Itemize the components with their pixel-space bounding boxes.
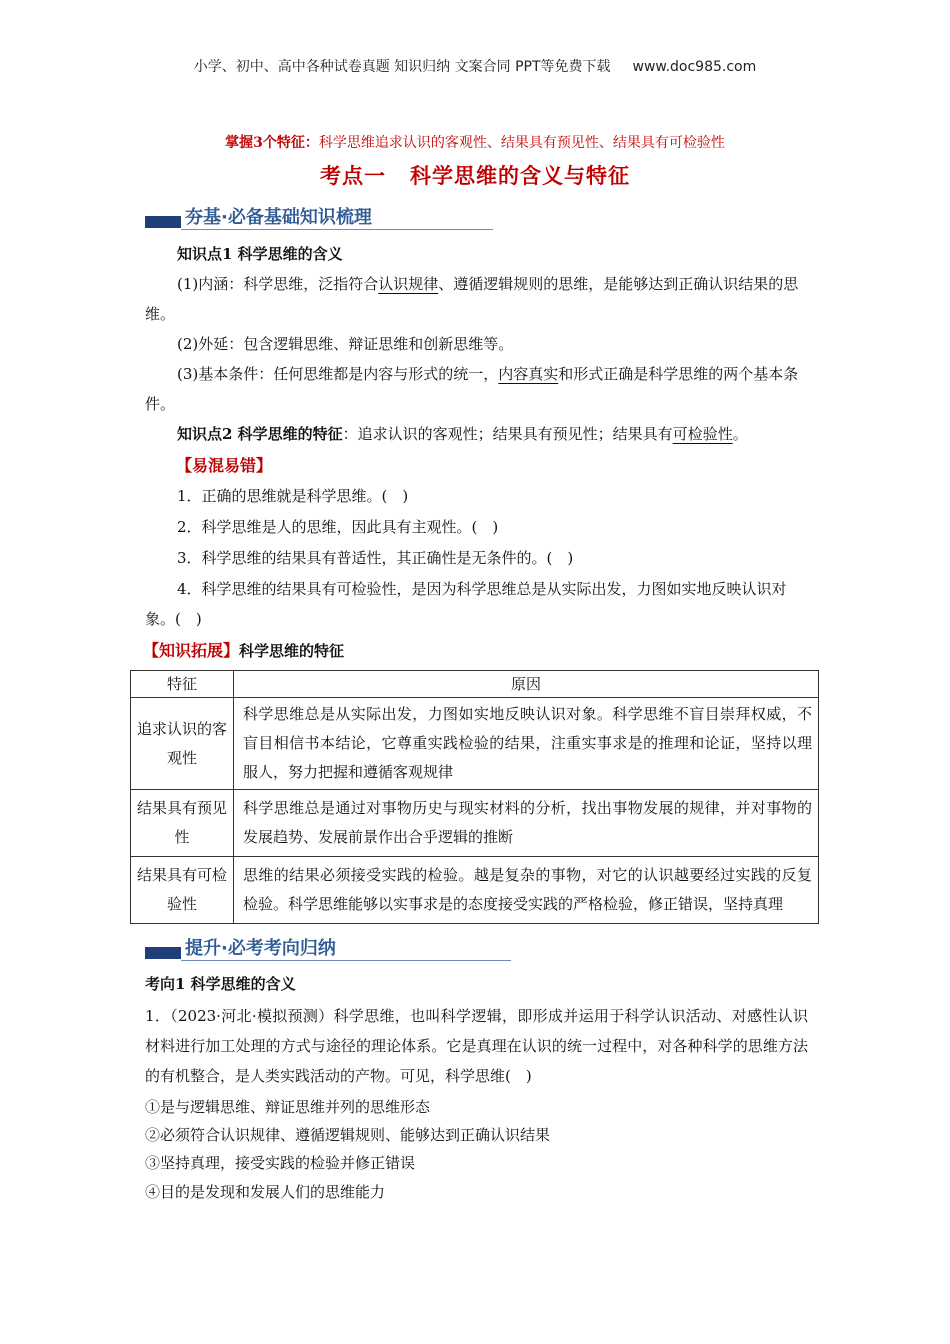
table-header-row — [131, 671, 819, 698]
table-row — [131, 790, 819, 857]
confusion-item: 2．科学思维是人的思维，因此具有主观性。( ) — [177, 518, 499, 536]
features-table — [130, 670, 819, 924]
header-text: 小学、初中、高中各种试卷真题 知识归纳 文案合同 PPT等免费下载 — [193, 59, 611, 75]
kp1-p1-underline: 认识规律 — [378, 275, 439, 293]
table-cell-reason: 科学思维总是从实际出发，力图如实地反映认识对象。科学思维不盲目崇拜权威，不盲目相信书本结论，它尊重实践检验的结果，注重实事求是的推理和论证，坚持以理服人，努力把握和遵循客观规律 — [234, 698, 819, 790]
question-option: ②必须符合认识规律、遵循逻辑规则、能够达到正确认识结果 — [145, 1126, 551, 1144]
kp1-extension: (2)外延：包含逻辑思维、辩证思维和创新思维等。 — [177, 335, 514, 353]
tip-label: 掌握3个特征： — [225, 135, 319, 151]
title-part1: 考点一 — [320, 164, 386, 188]
table-header-reason: 原因 — [234, 671, 819, 698]
kp1-p3-underline: 内容真实 — [498, 365, 559, 383]
section-title: 夯基·必备基础知识梳理 — [185, 207, 372, 228]
kp2-underline: 可检验性 — [672, 425, 733, 443]
kp2-heading: 知识点2 科学思维的特征 — [177, 425, 343, 443]
table-cell-feature: 结果具有预见性 — [131, 790, 234, 857]
kp2-text-a: ：追求认识的客观性；结果具有预见性；结果具有 — [342, 425, 673, 443]
kp1-connotation — [145, 269, 810, 329]
header-url[interactable]: www.doc985.com — [632, 59, 757, 75]
banner-bar-icon — [145, 947, 181, 959]
confusion-label: 【易混易错】 — [176, 456, 273, 475]
kp2-text-b: 。 — [732, 425, 748, 443]
confusion-item: 1．正确的思维就是科学思维。( ) — [177, 487, 409, 505]
question-option: ①是与逻辑思维、辩证思维并列的思维形态 — [145, 1098, 431, 1116]
key-tip — [0, 132, 950, 152]
extension-label: 【知识拓展】 — [143, 641, 240, 660]
direction-heading: 考向1 科学思维的含义 — [145, 975, 296, 993]
confusion-item: 4．科学思维的结果具有可检验性，是因为科学思维总是从实际出发，力图如实地反映认识对象。( ) — [145, 580, 787, 628]
section-banner-directions — [145, 934, 515, 962]
banner-underline — [181, 960, 511, 961]
kp1-p3-a: (3)基本条件：任何思维都是内容与形式的统一， — [177, 365, 499, 383]
site-header — [0, 56, 950, 76]
table-cell-reason: 科学思维总是通过对事物历史与现实材料的分析，找出事物发展的规律，并对事物的发展趋势、发展前景作出合乎逻辑的推断 — [234, 790, 819, 857]
question-stem: 1．（2023·河北·模拟预测）科学思维，也叫科学逻辑，即形成并运用于科学认识活动、对感性认识材料进行加工处理的方式与途径的理论体系。它是真理在认识的统一过程中，对各种科学的思维方法的有机整合，是人类实践活动的产物。可见，科学思维( ) — [145, 1007, 808, 1085]
section-title: 提升·必考考向归纳 — [185, 938, 336, 959]
table-cell-reason: 思维的结果必须接受实践的检验。越是复杂的事物，对它的认识越要经过实践的反复检验。科学思维能够以实事求是的态度接受实践的严格检验，修正错误，坚持真理 — [234, 857, 819, 924]
section-banner-basics — [145, 203, 495, 231]
table-cell-feature: 结果具有可检验性 — [131, 857, 234, 924]
banner-bar-icon — [145, 216, 181, 228]
confusion-item: 3．科学思维的结果具有普适性，其正确性是无条件的。( ) — [177, 549, 574, 567]
tip-text: 科学思维追求认识的客观性、结果具有预见性、结果具有可检验性 — [318, 135, 725, 151]
table-cell-feature: 追求认识的客观性 — [131, 698, 234, 790]
extension-heading — [143, 636, 344, 666]
table-header-feature: 特征 — [131, 671, 234, 698]
kp1-conditions — [145, 359, 810, 419]
kp1-p3-b: 和形式正确是科学思维的两个基本条件。 — [145, 365, 799, 413]
kp1-heading: 知识点1 科学思维的含义 — [177, 245, 343, 263]
extension-title: 科学思维的特征 — [239, 642, 345, 660]
kp2-paragraph — [145, 419, 825, 449]
page-title — [0, 160, 950, 190]
question-option: ④目的是发现和发展人们的思维能力 — [145, 1183, 386, 1201]
title-part2: 科学思维的含义与特征 — [410, 164, 630, 188]
question-option: ③坚持真理，接受实践的检验并修正错误 — [145, 1154, 416, 1172]
table-row — [131, 857, 819, 924]
kp1-p1-b: 、遵循逻辑规则的思维，是能够达到正确认识结果的思维。 — [145, 275, 799, 323]
table-row — [131, 698, 819, 790]
banner-underline — [181, 229, 493, 230]
kp1-p1-a: (1)内涵：科学思维，泛指符合 — [177, 275, 379, 293]
